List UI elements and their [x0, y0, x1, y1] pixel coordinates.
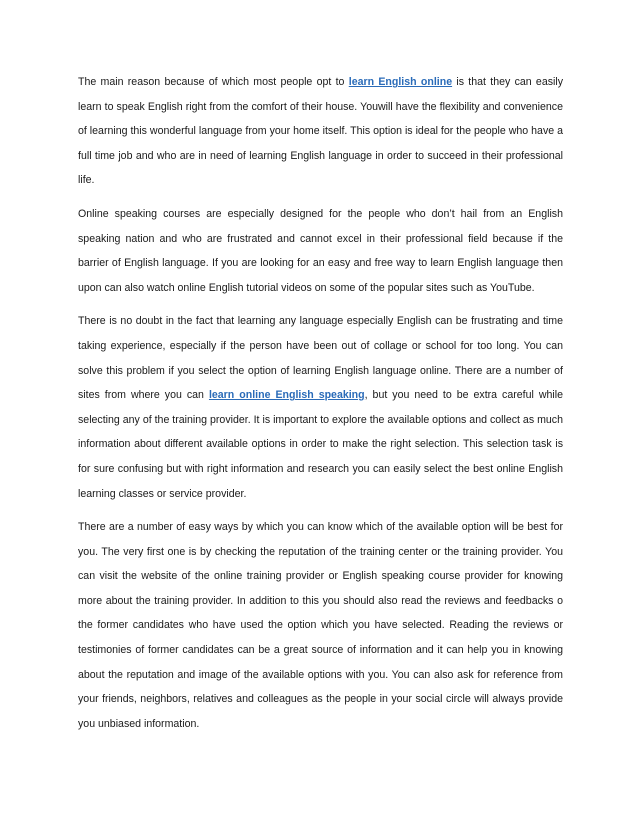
paragraph-3-text-before: There is no doubt in the fact that learning any language especially English can be frustrating and time taking experience, especially if the person have been out of collage or school for too long. You can solve this problem if you select the option of learning English language online. There are a number of sites from where you can — [78, 315, 563, 402]
learn-online-english-speaking-link[interactable]: learn online English speaking — [208, 389, 365, 402]
paragraph-1 — [78, 70, 563, 193]
paragraph-2: Online speaking courses are especially designed for the people who don’t hail from an English speaking nation and who are frustrated and cannot excel in their professional field because if the barrier of English language. If you are looking for an easy and free way to learn English language then upon can also watch online English tutorial videos on some of the popular sites such as YouTube. — [78, 207, 563, 294]
paragraph-3-text-after: , but you need to be extra careful while selecting any of the training provider. It is important to explore the available options and collect as much information about different available options in order to make the right selection. This selection task is for sure confusing but with right information and research you can easily select the best online English learning classes or service provider. — [78, 389, 563, 500]
paragraph-4: There are a number of easy ways by which you can know which of the available option will be best for you. The very first one is by checking the reputation of the training center or the training provider. You can visit the website of the online training provider or English speaking course provider for knowing more about the training provider. In addition to this you should also read the reviews and feedbacks o the former candidates who have used the option which you have selected. Reading the reviews or testimonies of former candidates can be a great source of information and it can help you in knowing about the reputation and image of the available options with you. You can also ask for reference from your friends, neighbors, relatives and colleagues as the people in your social circle will always provide you unbiased information. — [78, 521, 563, 730]
paragraph-1-text-before: The main reason because of which most people opt to — [78, 76, 349, 88]
paragraph-1-text-after: is that they can easily learn to speak English right from the comfort of their house. Youwill have the flexibility and convenience of learning this wonderful language from your home itself. This option is ideal for the people who have a full time job and who are in need of learning English language in order to succeed in their professional life. — [78, 76, 564, 187]
learn-english-online-link[interactable]: learn English online — [348, 76, 453, 88]
paragraph-3 — [78, 309, 563, 506]
document-page — [78, 70, 563, 745]
